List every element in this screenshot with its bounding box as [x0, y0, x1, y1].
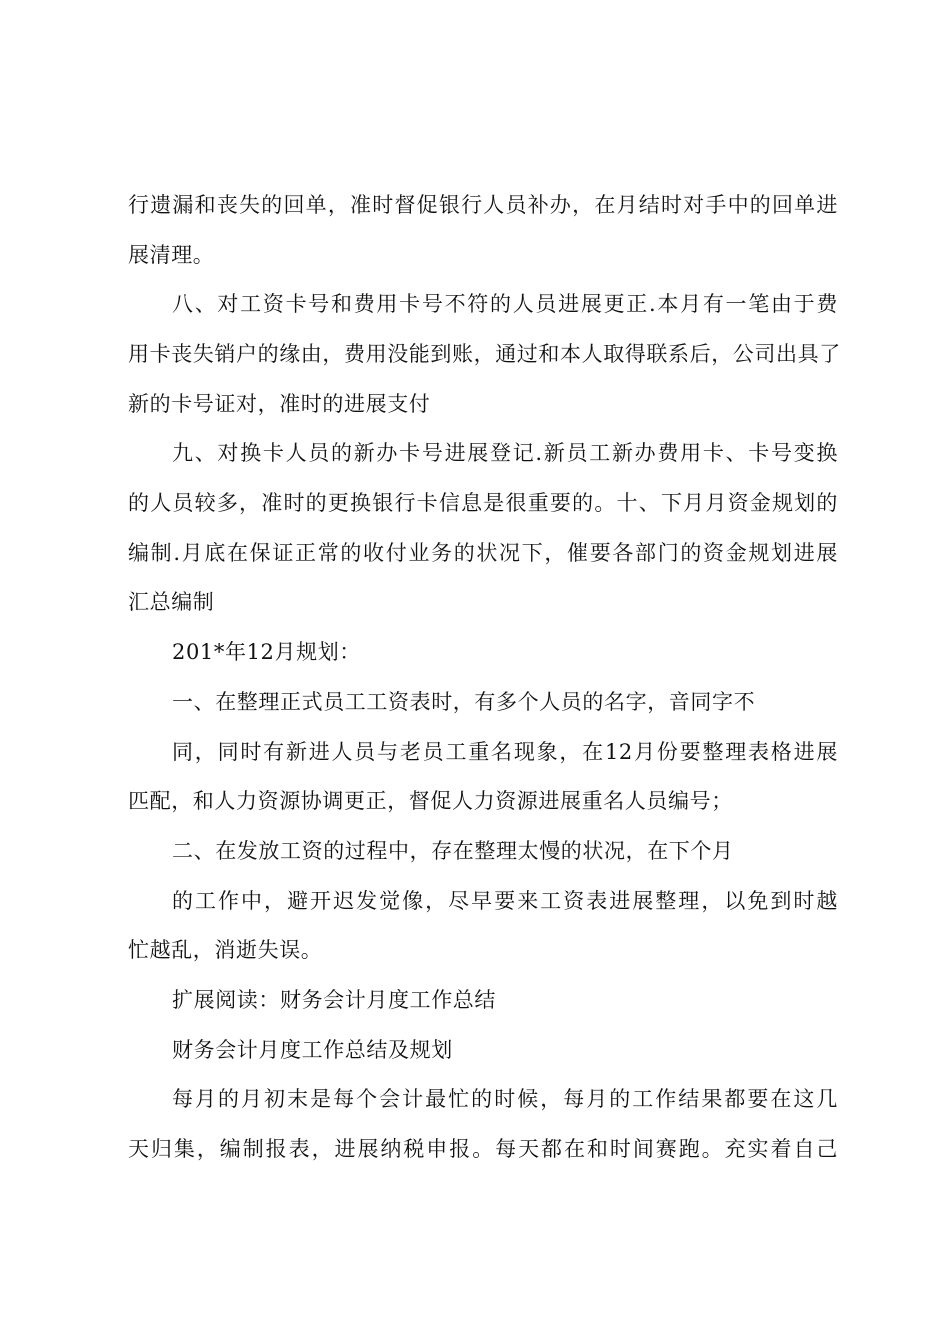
- text-line: 新的卡号证对，准时的进展支付: [128, 392, 431, 416]
- text-line: 每月的月初末是每个会计最忙的时候，每月的工作结果都要在这几: [172, 1087, 838, 1111]
- text-line: 同，同时有新进人员与老员工重名现象，在12月份要整理表格进展: [172, 740, 838, 764]
- text-line: 忙越乱，消逝失误。: [128, 938, 323, 962]
- text-line: 匹配，和人力资源协调更正，督促人力资源进展重名人员编号；: [128, 789, 733, 813]
- text-line: 201*年12月规划：: [172, 640, 361, 664]
- text-line: 行遗漏和丧失的回单，准时督促银行人员补办，在月结时对手中的回单进: [128, 193, 838, 217]
- text-line: 扩展阅读：财务会计月度工作总结: [172, 988, 496, 1012]
- text-line: 财务会计月度工作总结及规划: [172, 1038, 453, 1062]
- text-line: 八、对工资卡号和费用卡号不符的人员进展更正.本月有一笔由于费: [172, 292, 838, 316]
- text-line: 天归集，编制报表，进展纳税申报。每天都在和时间赛跑。充实着自己: [128, 1137, 838, 1161]
- text-line: 展清理。: [128, 243, 215, 267]
- text-line: 一、在整理正式员工工资表时，有多个人员的名字，音同字不: [172, 690, 756, 714]
- text-line: 九、对换卡人员的新办卡号进展登记.新员工新办费用卡、卡号变换: [172, 441, 838, 465]
- text-line: 编制.月底在保证正常的收付业务的状况下，催要各部门的资金规划进展: [128, 541, 838, 565]
- text-line: 的人员较多，准时的更换银行卡信息是很重要的。十、下月月资金规划的: [128, 491, 838, 515]
- text-line: 的工作中，避开迟发觉像，尽早要来工资表进展整理，以免到时越: [172, 889, 838, 913]
- text-line: 用卡丧失销户的缘由，费用没能到账，通过和本人取得联系后，公司出具了: [128, 342, 841, 366]
- text-line: 汇总编制: [128, 590, 215, 614]
- text-line: 二、在发放工资的过程中，存在整理太慢的状况，在下个月: [172, 839, 734, 863]
